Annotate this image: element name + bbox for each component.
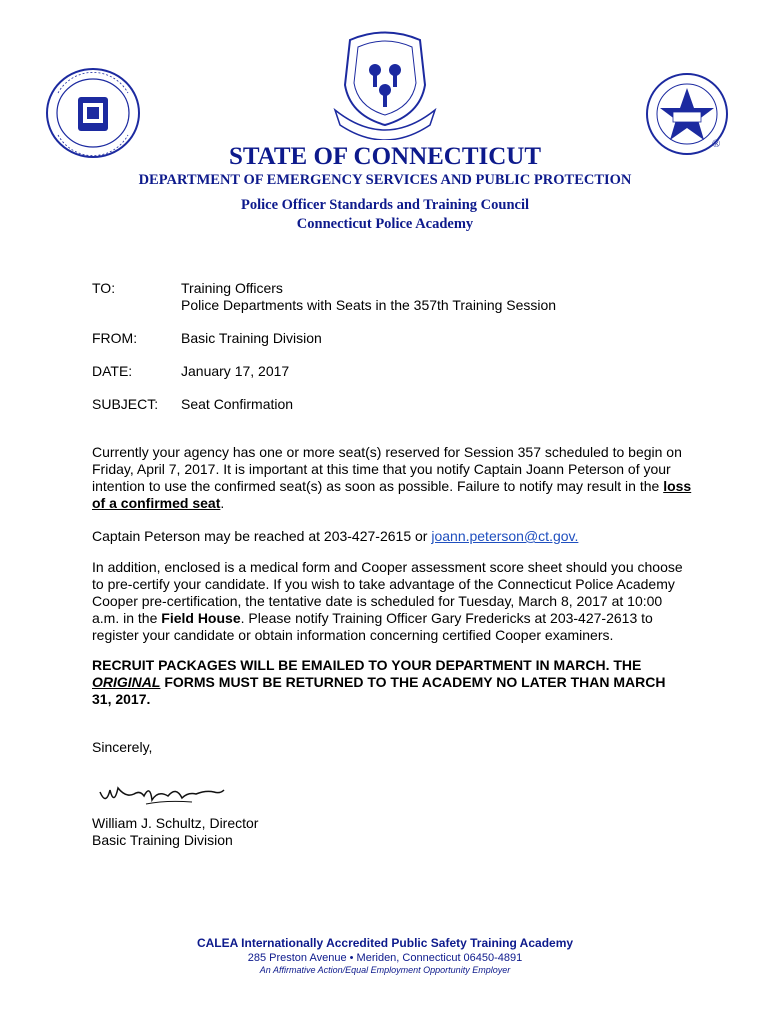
handwritten-signature — [96, 776, 226, 810]
council-name: Police Officer Standards and Training Council — [240, 197, 529, 213]
state-seal — [330, 25, 440, 140]
field-house-emphasis: Field House — [161, 610, 241, 626]
original-emphasis: ORIGINAL — [92, 674, 161, 690]
paragraph-precertification: In addition, enclosed is a medical form and Cooper assessment score sheet should you choose to pre-certify your candidate. If you wish to take advantage of the Connecticut Police Academy Cooper pre-certification, the tentative date is scheduled for Tuesday, March 8, 2017 at 10:00 a.m. in the Field House. Please notify Training Officer Gary Fredericks at 203-427-2613 to register your candidate or obtain information concerning certified Cooper examiners. — [92, 559, 683, 643]
paragraph-contact: Captain Peterson may be reached at 203-427-2615 or joann.peterson@ct.gov. — [92, 528, 579, 544]
date-value: January 17, 2017 — [181, 363, 290, 379]
to-label: TO: — [92, 280, 116, 296]
to-line-2: Police Departments with Seats in the 357th Training Session — [181, 297, 557, 313]
to-line-1: Training Officers — [181, 280, 283, 296]
state-title: STATE OF CONNECTICUT — [228, 143, 542, 170]
footer-address: 285 Preston Avenue • Meriden, Connecticut 06450-4891 — [247, 952, 523, 964]
subject-value: Seat Confirmation — [181, 396, 294, 412]
email-link[interactable]: joann.peterson@ct.gov. — [431, 528, 579, 544]
loss-of-seat-emphasis: loss of a confirmed seat — [92, 478, 692, 511]
registered-mark: ® — [712, 138, 721, 150]
signer-name: William J. Schultz, Director — [92, 815, 259, 831]
council-heading — [0, 196, 770, 234]
from-value: Basic Training Division — [181, 330, 322, 346]
footer-eeo: An Affirmative Action/Equal Employment Opportunity Employer — [259, 965, 511, 975]
subject-label: SUBJECT: — [92, 396, 159, 412]
academy-name: Connecticut Police Academy — [296, 216, 474, 232]
paragraph-recruit-packages: RECRUIT PACKAGES WILL BE EMAILED TO YOUR DEPARTMENT IN MARCH. THE ORIGINAL FORMS MUST BE RETURNED TO THE ACADEMY NO LATER THAN MARCH 31, 2017. — [92, 657, 666, 707]
date-label: DATE: — [92, 363, 133, 379]
signer-division: Basic Training Division — [92, 832, 233, 848]
closing-salutation: Sincerely, — [92, 739, 153, 755]
footer-accreditation: CALEA Internationally Accredited Public Safety Training Academy — [196, 936, 574, 950]
department-name: DEPARTMENT OF EMERGENCY SERVICES AND PUBLIC PROTECTION — [138, 172, 632, 188]
paragraph-seat-reservation: Currently your agency has one or more seat(s) reserved for Session 357 scheduled to begin on Friday, April 7, 2017. It is important at this time that you notify Captain Joann Peterson of your intention to use the confirmed seat(s) as soon as possible. Failure to notify may result in the loss of a confirmed seat. — [92, 444, 692, 511]
from-label: FROM: — [92, 330, 138, 346]
